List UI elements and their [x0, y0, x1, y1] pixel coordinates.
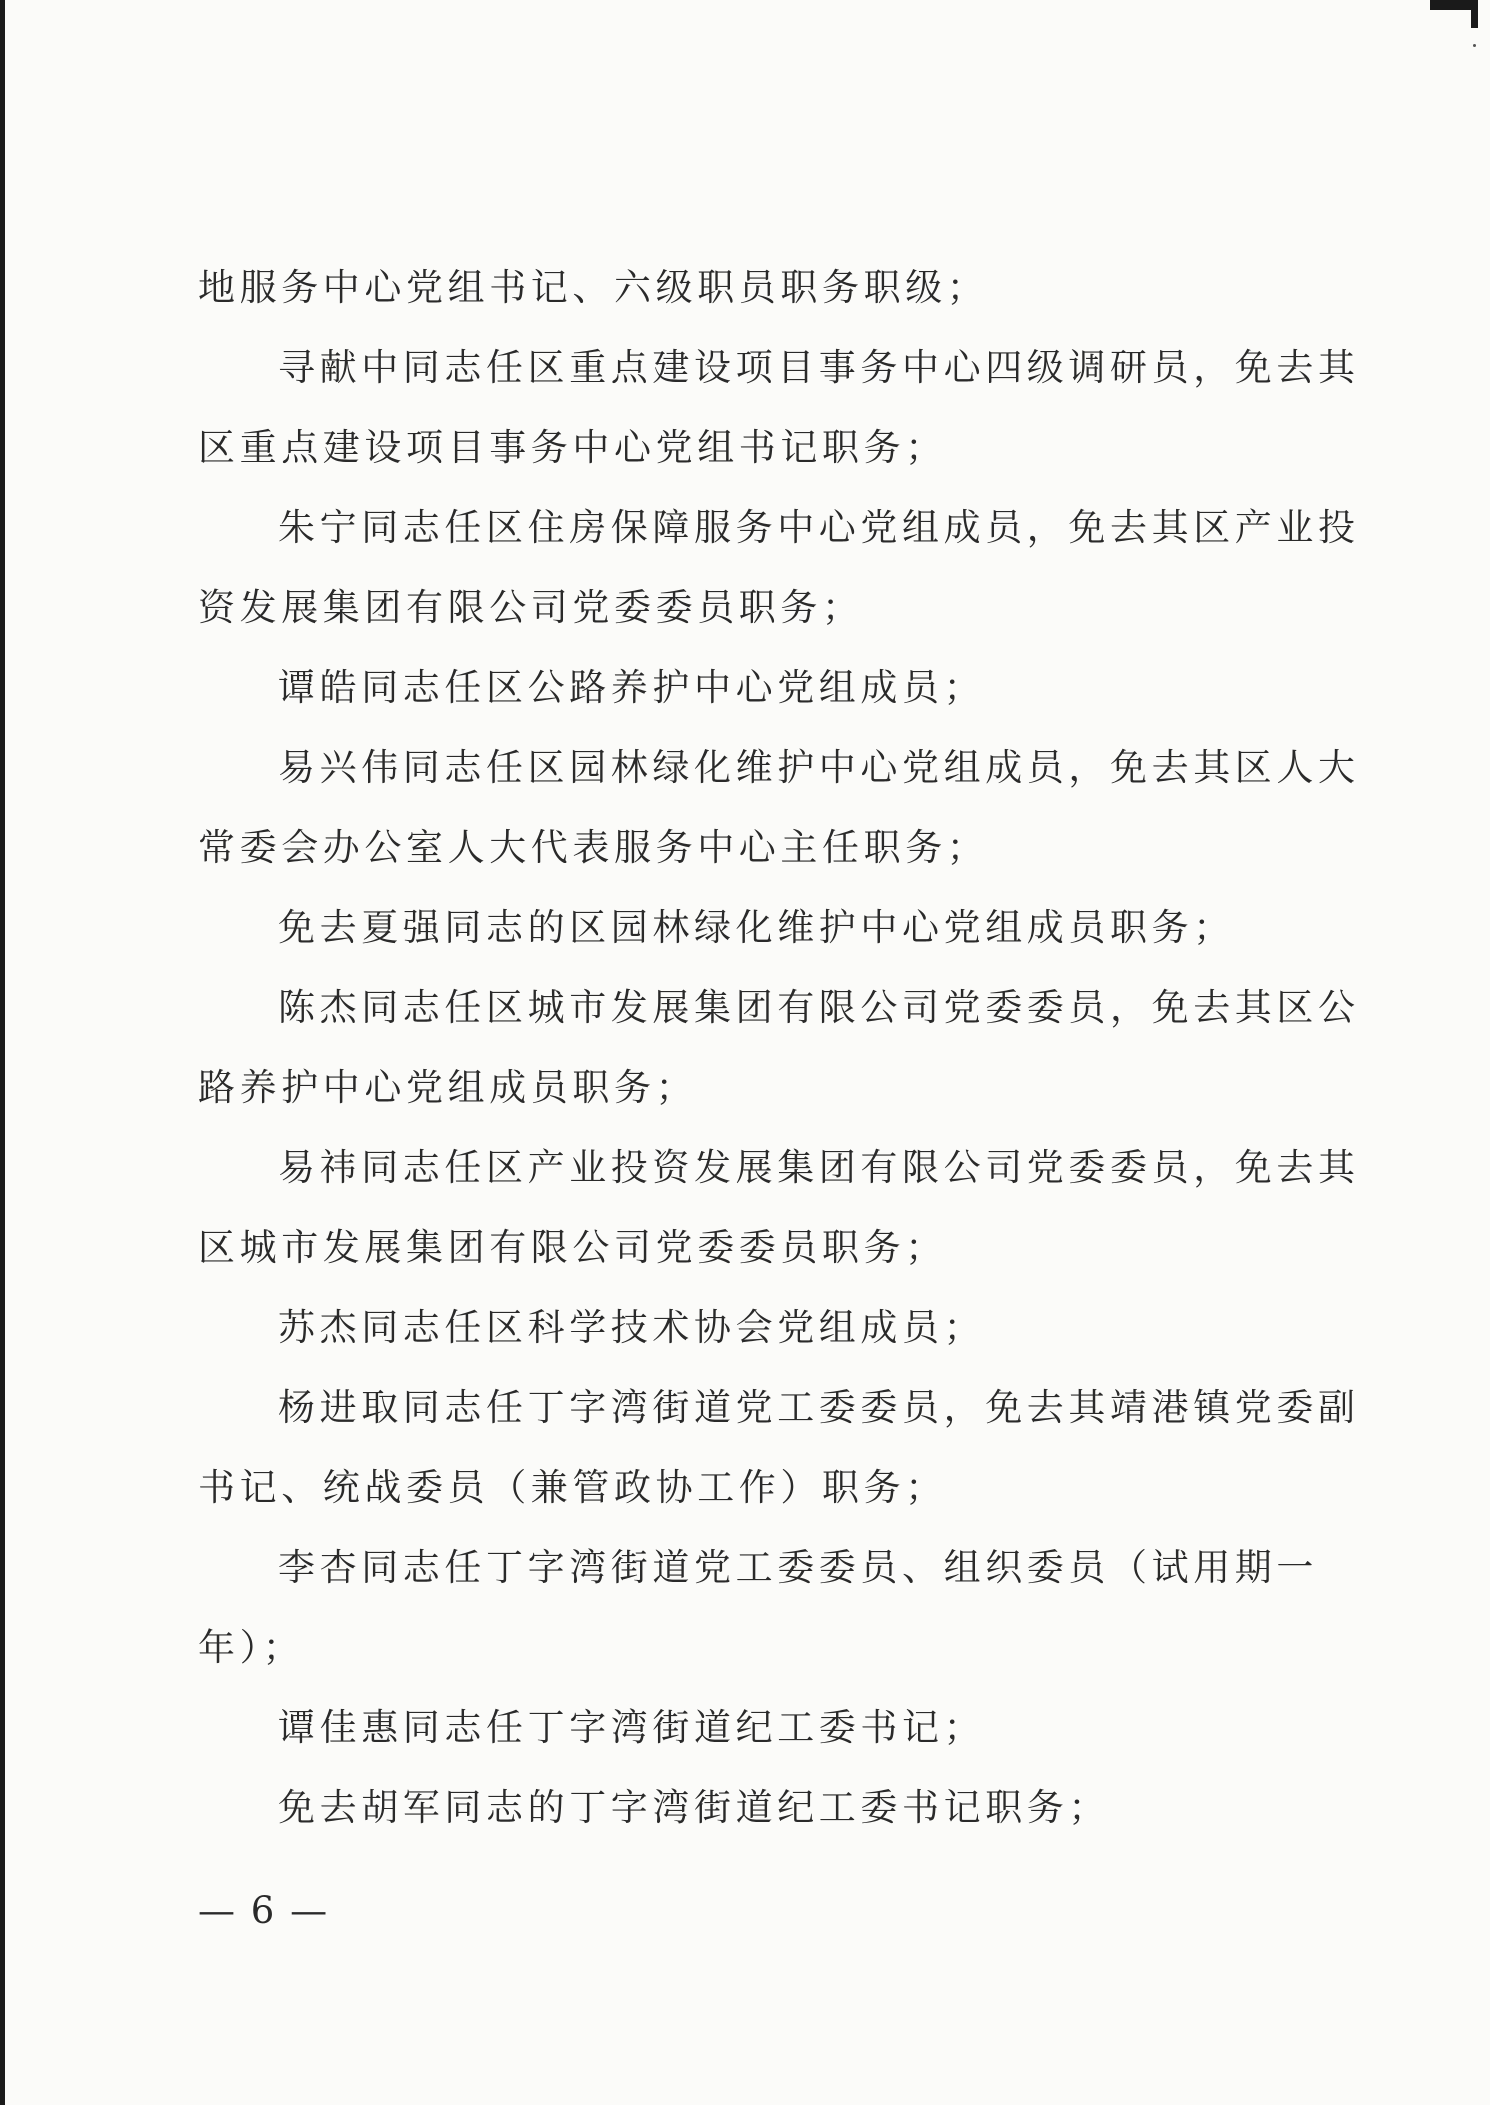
text-line: 年）；: [198, 1626, 305, 1669]
text-line: 常委会办公室人大代表服务中心主任职务；: [198, 826, 989, 869]
page-number: — 6 —: [198, 1889, 330, 1932]
text-line: 陈杰同志任区城市发展集团有限公司党委委员，免去其区公: [278, 986, 1360, 1029]
text-line: 书记、统战委员（兼管政协工作）职务；: [198, 1466, 947, 1509]
text-line: 易兴伟同志任区园林绿化维护中心党组成员，免去其区人大: [278, 746, 1360, 789]
text-line: 路养护中心党组成员职务；: [198, 1066, 698, 1109]
text-line: 寻献中同志任区重点建设项目事务中心四级调研员，免去其: [278, 346, 1360, 389]
corner-dot: [1473, 44, 1476, 47]
scan-left-edge: [0, 0, 5, 2105]
text-line: 杨进取同志任丁字湾街道党工委委员，免去其靖港镇党委副: [278, 1386, 1360, 1429]
text-line: 谭皓同志任区公路养护中心党组成员；: [278, 666, 986, 709]
text-line: 地服务中心党组书记、六级职员职务职级；: [198, 266, 989, 309]
text-line: 易祎同志任区产业投资发展集团有限公司党委委员，免去其: [278, 1146, 1360, 1189]
text-line: 苏杰同志任区科学技术协会党组成员；: [278, 1306, 986, 1349]
text-line: 李杏同志任丁字湾街道党工委委员、组织委员（试用期一: [278, 1546, 1318, 1589]
corner-mark-vertical: [1471, 0, 1478, 28]
text-line: 区城市发展集团有限公司党委委员职务；: [198, 1226, 947, 1269]
text-line: 资发展集团有限公司党委委员职务；: [198, 586, 864, 629]
text-line: 区重点建设项目事务中心党组书记职务；: [198, 426, 947, 469]
text-line: 谭佳惠同志任丁字湾街道纪工委书记；: [278, 1706, 986, 1749]
text-line: 免去夏强同志的区园林绿化维护中心党组成员职务；: [278, 906, 1235, 949]
text-line: 朱宁同志任区住房保障服务中心党组成员，免去其区产业投: [278, 506, 1360, 549]
text-line: 免去胡军同志的丁字湾街道纪工委书记职务；: [278, 1786, 1110, 1829]
